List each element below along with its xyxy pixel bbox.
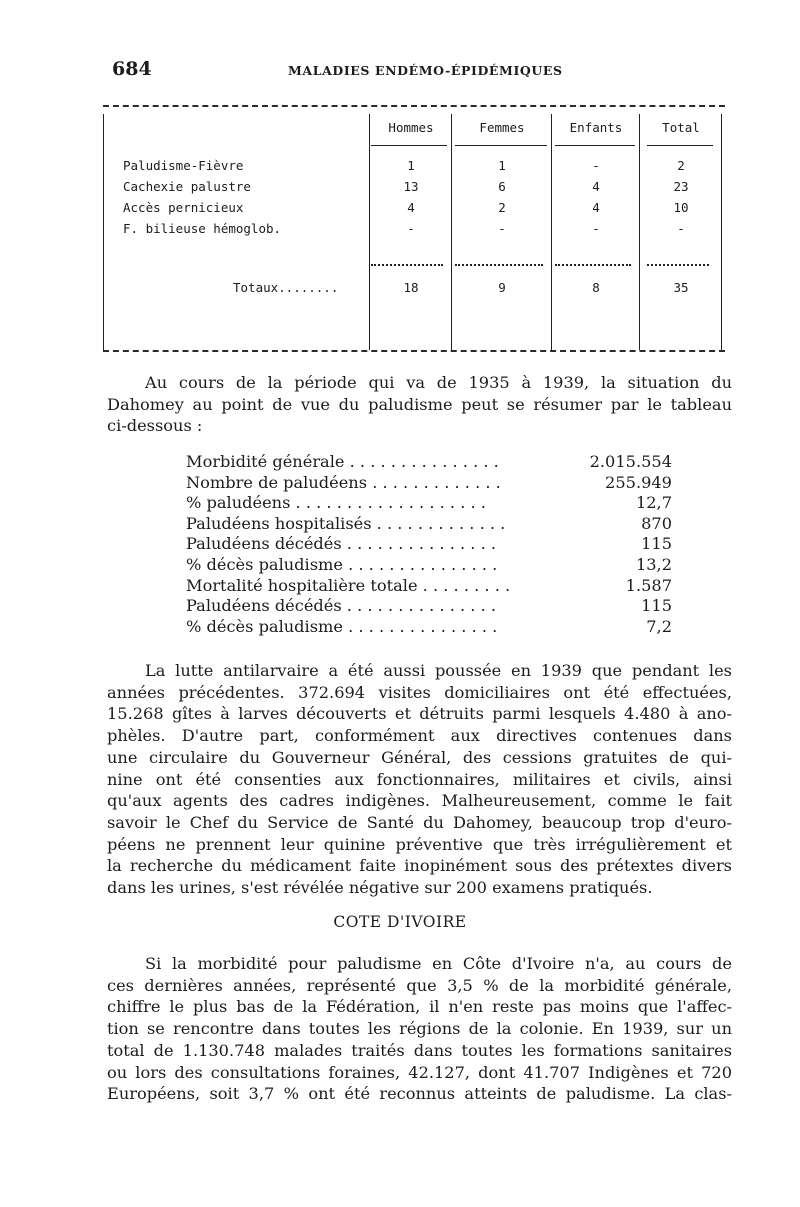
stat-label: Paludéens décédés . . . . . . . . . . . . . . .: [186, 534, 497, 554]
stat-value: 13,2: [635, 554, 672, 574]
column-header-femmes: Femmes: [479, 120, 525, 135]
text-line: Au cours de la période qui va de 1935 à 1939, la situation du: [145, 373, 732, 392]
stat-label: Paludéens hospitalisés . . . . . . . . . . . . .: [186, 513, 506, 533]
text-line: une circulaire du Gouverneur Général, des cessions gratuites de qui-: [107, 747, 732, 767]
text-line: ou lors des consultations foraines, 42.127, dont 41.707 Indigènes et 720: [107, 1062, 732, 1082]
table-border-left: [103, 114, 104, 350]
column-header-total: Total: [662, 120, 700, 135]
stat-label: Paludéens décédés . . . . . . . . . . . . . . .: [186, 596, 497, 616]
text-line: Si la morbidité pour paludisme en Côte d'Ivoire n'a, au cours de: [145, 954, 732, 973]
cell-hommes: 4: [407, 200, 415, 215]
cell-total: 23: [673, 179, 689, 194]
column-header-enfants: Enfants: [569, 120, 623, 135]
column-divider: [369, 114, 370, 350]
stat-value: 870: [641, 513, 672, 533]
stat-value: 255.949: [605, 472, 672, 492]
stat-label: Mortalité hospitalière totale . . . . . . . . .: [186, 575, 511, 595]
list-item: [186, 617, 672, 638]
row-label: F. bilieuse hémoglob.: [123, 221, 282, 236]
cell-hommes: -: [407, 221, 415, 236]
table-border-right: [721, 114, 722, 350]
page-number: 684: [112, 58, 152, 80]
section-title: COTE D'IVOIRE: [333, 913, 467, 931]
text-line: années précédentes. 372.694 visites domiciliaires ont été effectuées,: [107, 682, 732, 702]
text-line: savoir le Chef du Service de Santé du Dahomey, beaucoup trop d'euro-: [107, 812, 732, 832]
cell-enfants: 4: [592, 179, 600, 194]
stat-value: 1.587: [625, 575, 672, 595]
totals-rule: [555, 264, 631, 266]
paragraph-intro: [107, 372, 732, 437]
text-line: 15.268 gîtes à larves découverts et détruits parmi lesquels 4.480 à ano-: [107, 704, 732, 724]
text-line: la recherche du médicament faite inopinément sous des prétextes divers: [107, 856, 732, 876]
totals-rule: [455, 264, 543, 266]
column-header-hommes: Hommes: [388, 120, 434, 135]
header-underline: [555, 145, 635, 146]
cell-enfants: -: [592, 221, 600, 236]
text-line: dans les urines, s'est révélée négative sur 200 examens pratiqués.: [107, 878, 653, 898]
text-line: Dahomey au point de vue du paludisme peut se résumer par le tableau: [107, 394, 732, 414]
row-label: Cachexie palustre: [123, 179, 251, 194]
column-divider: [451, 114, 452, 350]
text-line: qu'aux agents des cadres indigènes. Malheureusement, comme le fait: [107, 791, 732, 811]
text-line: Européens, soit 3,7 % ont été reconnus atteints de paludisme. La clas-: [107, 1084, 732, 1104]
table-top-rule: [103, 105, 725, 107]
list-item: [186, 514, 672, 535]
paragraph-antilarval: [107, 660, 732, 899]
total-enfants: 8: [592, 280, 600, 295]
text-line: ces dernières années, représenté que 3,5 % de la morbidité générale,: [107, 975, 732, 995]
total-hommes: 18: [403, 280, 419, 295]
stat-label: % paludéens . . . . . . . . . . . . . . . . . . .: [186, 493, 486, 513]
totals-rule: [647, 264, 709, 266]
cell-total: 10: [673, 200, 689, 215]
running-title: MALADIES ENDÉMO-ÉPIDÉMIQUES: [288, 63, 563, 78]
malaria-table: [103, 100, 725, 358]
column-divider: [551, 114, 552, 350]
stat-value: 115: [641, 596, 672, 616]
total-total: 35: [673, 280, 689, 295]
stat-label: % décès paludisme . . . . . . . . . . . . . . .: [186, 554, 498, 574]
cell-enfants: -: [592, 158, 600, 173]
paragraph-cote-divoire: [107, 953, 732, 1105]
list-item: [186, 534, 672, 555]
text-line: tion se rencontre dans toutes les régions de la colonie. En 1939, sur un: [107, 1019, 732, 1039]
cell-femmes: 1: [498, 158, 506, 173]
cell-femmes: -: [498, 221, 506, 236]
text-line: nine ont été consenties aux fonctionnaires, militaires et civils, ainsi: [107, 769, 732, 789]
table-bottom-rule: [103, 350, 725, 352]
dahomey-stats-list: [186, 452, 672, 637]
column-divider: [639, 114, 640, 350]
cell-hommes: 1: [407, 158, 415, 173]
totals-rule: [371, 264, 443, 266]
stat-value: 115: [641, 534, 672, 554]
list-item: [186, 576, 672, 597]
text-line: ci-dessous :: [107, 416, 203, 436]
cell-hommes: 13: [403, 179, 419, 194]
stat-value: 2.015.554: [589, 452, 672, 471]
row-label: Paludisme-Fièvre: [123, 158, 244, 173]
list-item: [186, 452, 672, 473]
text-line: péens ne prennent leur quinine préventive que très irrégulièrement et: [107, 834, 732, 854]
stat-label: Nombre de paludéens . . . . . . . . . . . . .: [186, 472, 501, 492]
row-label: Accès pernicieux: [123, 200, 244, 215]
list-item: [186, 473, 672, 494]
stat-label: Morbidité générale . . . . . . . . . . . . . . .: [186, 452, 499, 471]
header-underline: [371, 145, 447, 146]
cell-femmes: 6: [498, 179, 506, 194]
text-line: La lutte antilarvaire a été aussi poussée en 1939 que pendant les: [145, 661, 732, 680]
cell-total: -: [677, 221, 685, 236]
header-underline: [455, 145, 547, 146]
header-underline: [647, 145, 713, 146]
cell-total: 2: [677, 158, 685, 173]
totals-label: Totaux........: [233, 280, 339, 295]
cell-femmes: 2: [498, 200, 506, 215]
stat-value: 7,2: [646, 616, 672, 636]
text-line: chiffre le plus bas de la Fédération, il n'en reste pas moins que l'affec-: [107, 997, 732, 1017]
text-line: phèles. D'autre part, conformément aux directives contenues dans: [107, 726, 732, 746]
text-line: total de 1.130.748 malades traités dans toutes les formations sanitaires: [107, 1040, 732, 1060]
list-item: [186, 596, 672, 617]
total-femmes: 9: [498, 280, 506, 295]
stat-label: % décès paludisme . . . . . . . . . . . . . . .: [186, 616, 498, 636]
cell-enfants: 4: [592, 200, 600, 215]
stat-value: 12,7: [635, 493, 672, 513]
list-item: [186, 555, 672, 576]
list-item: [186, 493, 672, 514]
